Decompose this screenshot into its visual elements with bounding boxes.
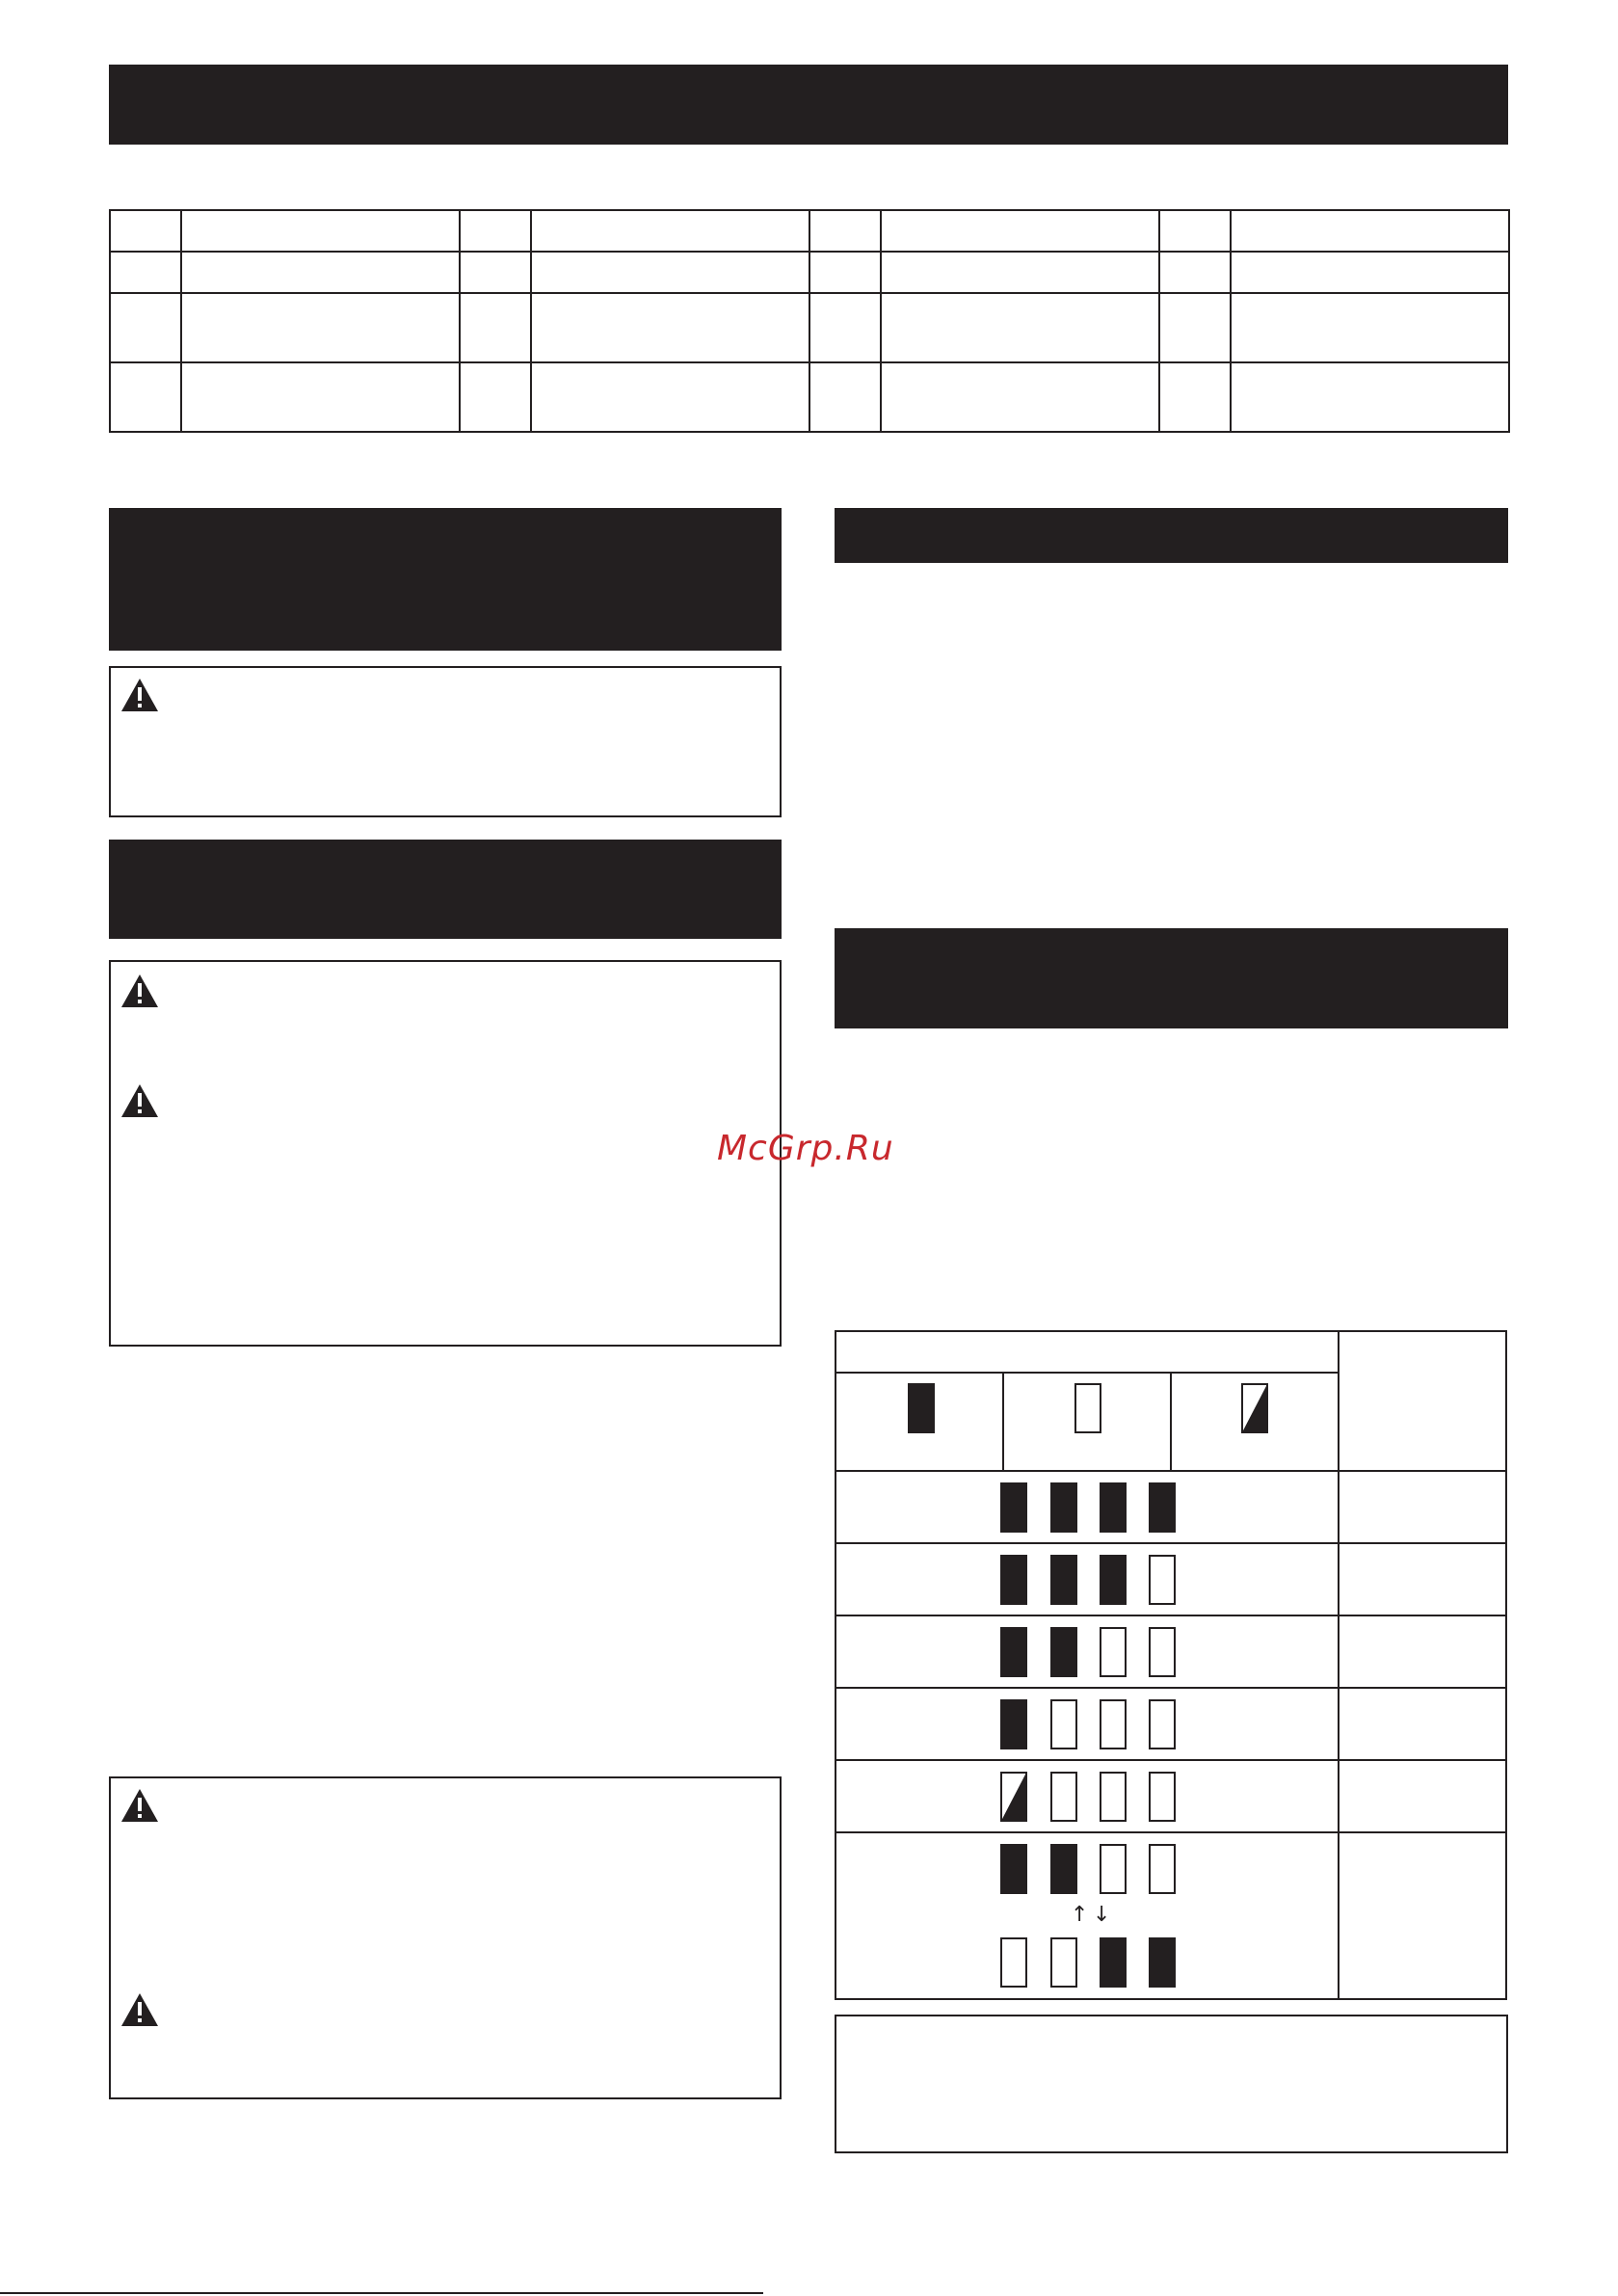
indicator-blinking-icon: [1241, 1383, 1268, 1433]
indicator-row: [836, 1543, 1339, 1615]
section-heading-bar-3: [835, 508, 1508, 563]
footer-rule: [0, 2292, 763, 2294]
watermark: McGrp.Ru: [717, 1129, 894, 1168]
indicator-off-icon: [1100, 1627, 1127, 1677]
indicator-lit-icon: [1000, 1699, 1027, 1749]
note-box: [835, 2015, 1508, 2153]
section-heading-bar-2: [109, 840, 782, 939]
capacity-header-cell: [1339, 1331, 1506, 1471]
indicator-lit-icon: [908, 1383, 935, 1433]
capacity-cell: [1339, 1543, 1506, 1615]
table-row: [110, 362, 1509, 432]
indicator-lit-icon: [1100, 1555, 1127, 1605]
table-row: [110, 210, 1509, 252]
indicator-off-icon: [1149, 1627, 1176, 1677]
warning-triangle-icon: [120, 1992, 159, 2027]
indicator-lit-icon: [1050, 1844, 1077, 1894]
warning-box-2: [109, 960, 782, 1347]
warning-triangle-icon: [120, 678, 159, 712]
capacity-cell: [1339, 1688, 1506, 1760]
table-row: [110, 252, 1509, 293]
indicator-blinking-icon: [1000, 1772, 1027, 1822]
indicator-row: [836, 1471, 1339, 1543]
indicator-row: [836, 1760, 1339, 1832]
indicator-lit-icon: [1050, 1555, 1077, 1605]
table-row: [110, 293, 1509, 362]
indicator-off-icon: [1050, 1772, 1077, 1822]
indicator-lit-icon: [1100, 1937, 1127, 1988]
indicator-lit-icon: [1000, 1555, 1027, 1605]
indicator-off-icon: [1050, 1937, 1077, 1988]
indicator-off-icon: [1050, 1699, 1077, 1749]
indicator-off-icon: [1149, 1772, 1176, 1822]
indicator-off-icon: [1000, 1937, 1027, 1988]
warning-triangle-icon: [120, 1083, 159, 1118]
capacity-cell: [1339, 1471, 1506, 1543]
indicator-row: [836, 1688, 1339, 1760]
warning-box-3: [109, 1776, 782, 2099]
warning-triangle-icon: [120, 974, 159, 1008]
indicator-lit-icon: [1000, 1482, 1027, 1533]
indicator-lit-icon: [1000, 1844, 1027, 1894]
indicator-row: [836, 1615, 1339, 1688]
warning-box-1: [109, 666, 782, 817]
capacity-cell: [1339, 1615, 1506, 1688]
indicator-off-icon: [1100, 1844, 1127, 1894]
indicator-off-icon: [1100, 1772, 1127, 1822]
section-heading-bar-4: [835, 928, 1508, 1028]
indicator-off-icon: [1149, 1555, 1176, 1605]
indicator-lit-icon: [1000, 1627, 1027, 1677]
indicator-lit-icon: [1050, 1482, 1077, 1533]
indicator-lit-icon: [1149, 1482, 1176, 1533]
capacity-cell: [1339, 1832, 1506, 1999]
indicator-off-icon: [1149, 1699, 1176, 1749]
capacity-cell: [1339, 1760, 1506, 1832]
arrow-up-icon: ↑: [1071, 1903, 1089, 1927]
arrow-down-icon: ↓: [1093, 1903, 1111, 1927]
indicator-lit-icon: [1100, 1482, 1127, 1533]
indicator-lit-icon: [1149, 1937, 1176, 1988]
indicator-off-icon: [1100, 1699, 1127, 1749]
page-header-bar: [109, 65, 1508, 145]
indicator-off-icon: [1074, 1383, 1101, 1433]
specification-table: [109, 209, 1510, 433]
indicator-off-icon: [1149, 1844, 1176, 1894]
indicator-lit-icon: [1050, 1627, 1077, 1677]
section-heading-bar-1: [109, 508, 782, 651]
warning-triangle-icon: [120, 1788, 159, 1823]
indicator-header-cell: [836, 1331, 1339, 1373]
